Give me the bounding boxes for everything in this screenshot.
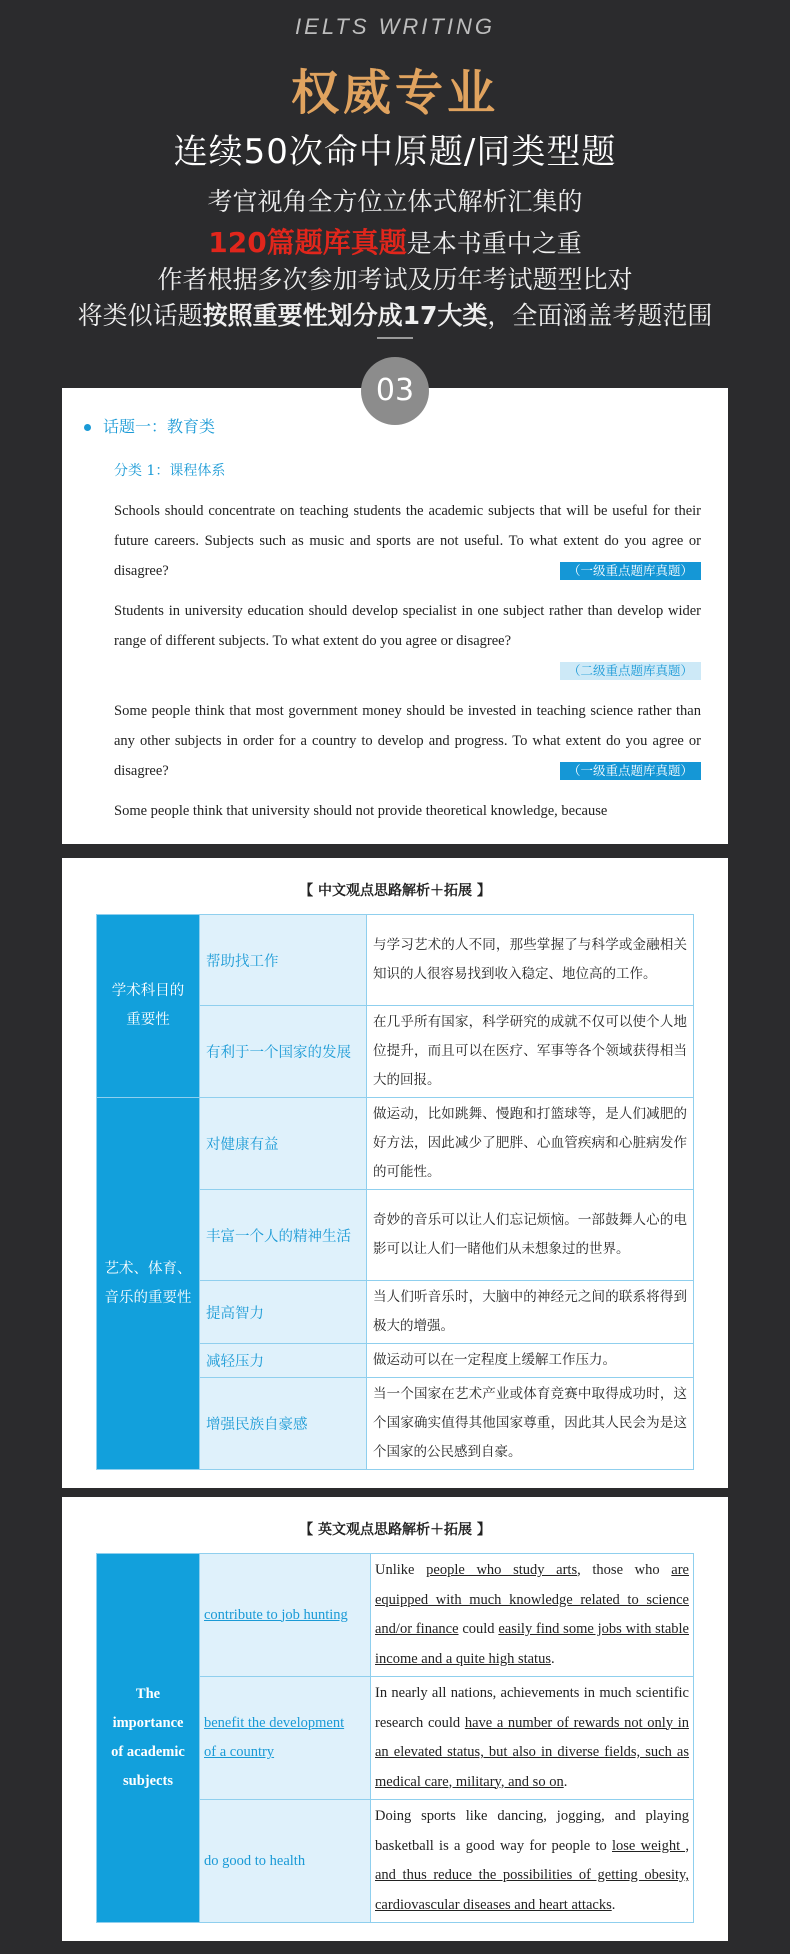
desc-cell (371, 1800, 694, 1923)
key-phrase: easily find some jobs with stable income and a quite high status (375, 1621, 689, 1667)
text-run: . (550, 1650, 555, 1667)
question-item: Students in university education should develop specialist in one subject rather than develop wider range of different subjects. To what extent do you agree or disagree? (114, 603, 701, 649)
text-run: Unlike (375, 1562, 427, 1578)
cn-analysis-card (62, 858, 728, 1488)
desc-cell: 做运动可以在一定程度上缓解工作压力。 (367, 1344, 694, 1378)
key-phrase: lose weight , and thus reduce the possibilities of getting obesity, cardiovascular diseases and heart attacks (375, 1837, 689, 1913)
bullet-icon (84, 424, 91, 431)
point-cell: contribute to job hunting (200, 1554, 371, 1677)
level-tag: （二级重点题库真题） (560, 662, 701, 680)
desc-cell: 奇妙的音乐可以让人们忘记烦恼。一部鼓舞人心的电影可以让人们一睹他们从未想象过的世界。 (367, 1190, 694, 1281)
desc-cell: 做运动，比如跳舞、慢跑和打篮球等，是人们减肥的好方法，因此减少了肥胖、心血管疾病和心脏病发作的可能性。 (367, 1098, 694, 1190)
desc-cell: 与学习艺术的人不同，那些掌握了与科学或金融相关知识的人很容易找到收入稳定、地位高的工作。 (367, 915, 694, 1006)
intro-line-3: 作者根据多次参加考试及历年考试题型比对 (157, 265, 633, 294)
desc-cell: 在几乎所有国家，科学研究的成就不仅可以使个人地位提升，而且可以在医疗、军事等各个领域获得相当大的回报。 (367, 1006, 694, 1098)
text-run: . (563, 1773, 568, 1790)
point-cell: 对健康有益 (200, 1098, 367, 1190)
point-cell: 减轻压力 (200, 1344, 367, 1378)
category-cell (97, 1098, 200, 1470)
category-cell (97, 1554, 200, 1923)
intro-line-4-bold: 按照重要性划分成17大类 (202, 301, 488, 330)
category-text: 音乐的重要性 (104, 1289, 192, 1306)
table-row (97, 1098, 694, 1190)
question-item: Some people think that most government money should be invested in teaching science rather than any other subjects in order for a country to develop and progress. To what extent do you agree or disagree? (114, 703, 701, 779)
category-text: importance (112, 1715, 184, 1731)
intro-line-4-pre: 将类似话题 (77, 301, 203, 330)
point-cell (200, 1677, 371, 1800)
key-phrase: people who study arts (426, 1562, 578, 1578)
topic-label: 话题一：教育类 (103, 417, 216, 436)
point-cell: 提高智力 (200, 1281, 367, 1344)
intro-line-2 (0, 221, 790, 261)
point-cell: 增强民族自豪感 (200, 1378, 367, 1470)
subtitle-en: IELTS WRITING (295, 14, 495, 39)
point-cell: 丰富一个人的精神生活 (200, 1190, 367, 1281)
desc-cell (371, 1554, 694, 1677)
key-phrase: are equipped with much knowledge related to science and/or finance (375, 1562, 689, 1637)
point-text: of a country (204, 1744, 275, 1760)
table-row (97, 1554, 694, 1677)
category-text: subjects (123, 1773, 173, 1789)
point-cell: do good to health (200, 1800, 371, 1923)
desc-cell (371, 1677, 694, 1800)
desc-cell: 当一个国家在艺术产业或体育竞赛中取得成功时，这个国家确实值得其他国家尊重，因此其人民会为是这个国家的公民感到自豪。 (367, 1378, 694, 1470)
main-title: 权威专业 (290, 65, 499, 121)
intro-line-4 (0, 296, 790, 332)
en-analysis-table (96, 1553, 694, 1923)
section-title: 【 英文观点思路解析＋拓展 】 (299, 1522, 491, 1538)
desc-cell: 当人们听音乐时，大脑中的神经元之间的联系将得到极大的增强。 (367, 1281, 694, 1344)
topic-heading (84, 414, 215, 437)
highlight-count: 120篇题库真题 (208, 226, 407, 259)
category-text: 艺术、体育、 (104, 1260, 192, 1277)
en-analysis-card (62, 1497, 728, 1941)
intro-line-1: 考官视角全方位立体式解析汇集的 (207, 187, 583, 216)
text-run: , those who (577, 1562, 672, 1578)
question-item: Some people think that university should not provide theoretical knowledge, because (114, 803, 608, 819)
level-tag: （一级重点题库真题） (560, 562, 701, 580)
intro-line-4-post: ，全面涵盖考题范围 (487, 301, 713, 330)
key-phrase: have a number of rewards not only in an elevated status, but also in diverse fields, such as medical care, military, and so on (375, 1714, 689, 1790)
point-cell: 帮助找工作 (200, 915, 367, 1006)
text-run: . (611, 1896, 616, 1913)
section-title: 【 中文观点思路解析＋拓展 】 (299, 883, 491, 899)
text-run: could (458, 1621, 499, 1637)
level-tag: （一级重点题库真题） (560, 762, 701, 780)
category-text: 学术科目的 (111, 983, 185, 999)
questions-card (62, 388, 728, 844)
point-cell: 有利于一个国家的发展 (200, 1006, 367, 1098)
cn-analysis-table (96, 914, 694, 1470)
text-run: In nearly all nations, achievements in much scientific research could (375, 1685, 689, 1731)
headline: 连续50次命中原题/同类型题 (173, 132, 617, 172)
section-number-badge: 03 (361, 357, 429, 425)
category-cell (97, 915, 200, 1098)
category-heading: 分类 1：课程体系 (114, 463, 226, 479)
table-row (97, 915, 694, 1006)
category-text: of academic (111, 1744, 185, 1760)
question-item: Schools should concentrate on teaching students the academic subjects that will be useful for their future careers. Subjects such as music and sports are not useful. To what extent do you agree or disagree? (114, 503, 701, 579)
divider (377, 337, 413, 339)
text-run: Doing sports like dancing, jogging, and playing basketball is a good way for people to (375, 1808, 689, 1854)
point-text: benefit the development (204, 1715, 345, 1731)
category-text: 重要性 (126, 1012, 170, 1028)
category-text: The (135, 1686, 161, 1702)
intro-line-2-rest: 是本书重中之重 (406, 229, 582, 258)
